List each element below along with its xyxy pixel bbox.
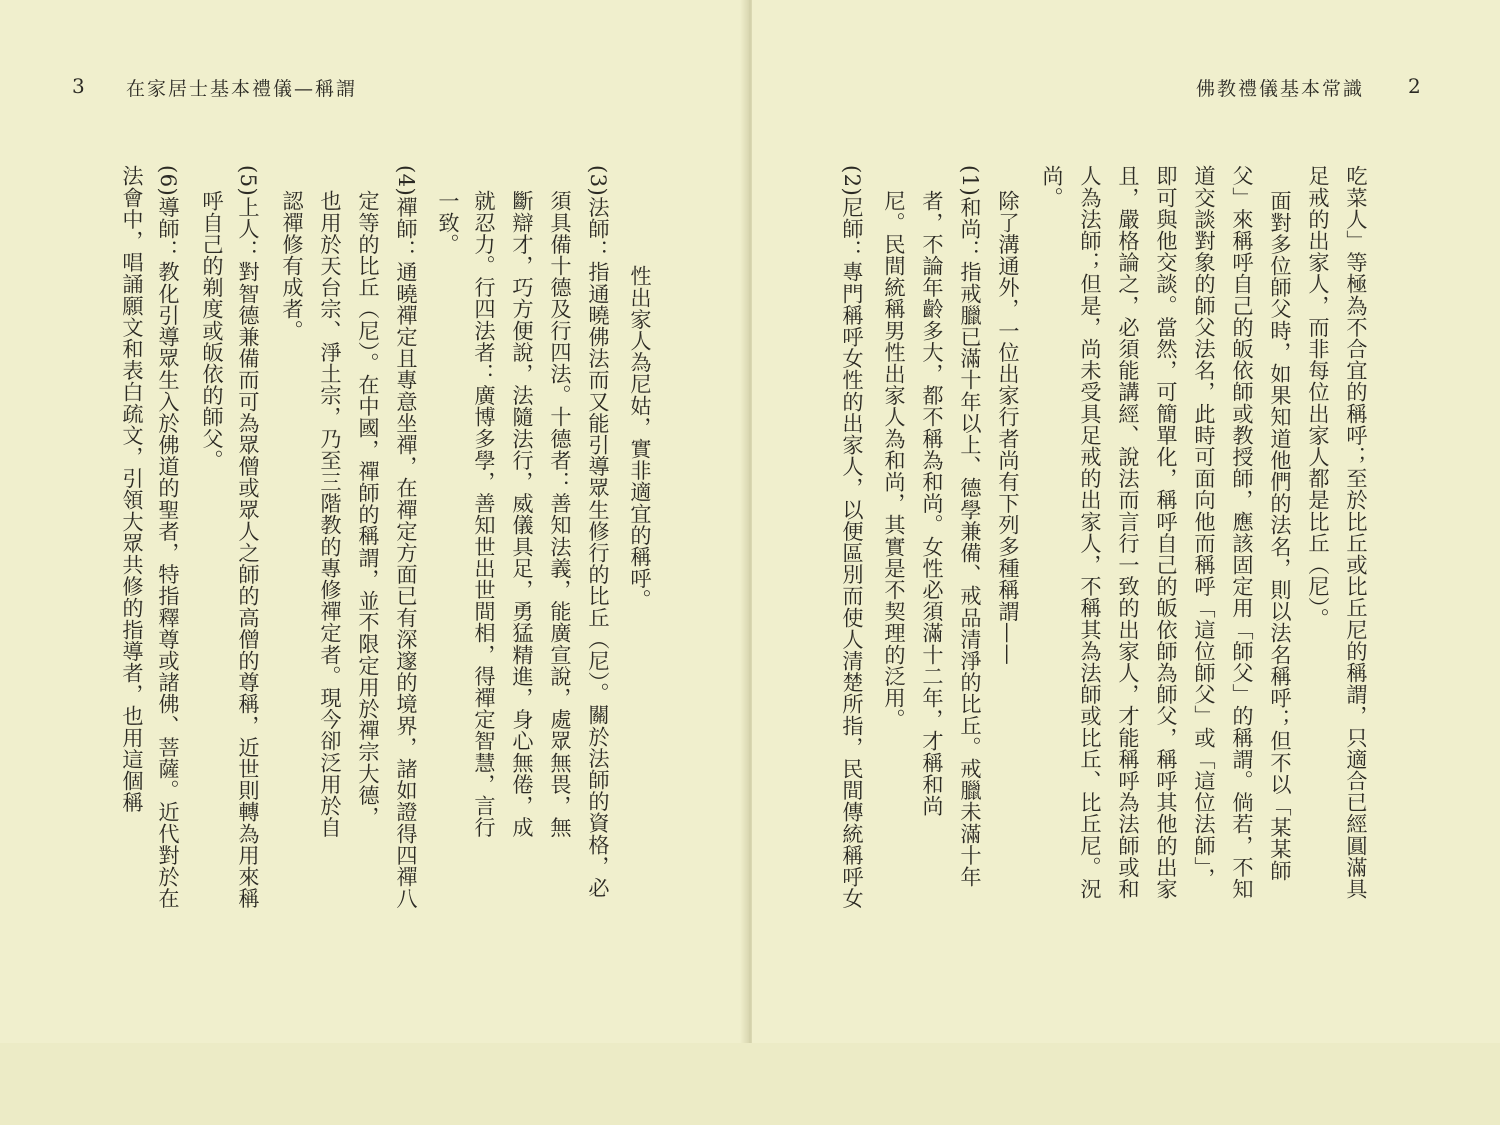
text-line: (6)導師：教化引導眾生入於佛道的聖者，特指釋尊或諸佛、菩薩。近代對於在: [156, 165, 181, 910]
text-line: 且，嚴格論之，必須能講經、說法而言行一致的出家人，才能稱呼為法師或和: [1116, 165, 1141, 900]
text-line: 除了溝通外，一位出家行者尚有下列多種稱謂——: [996, 190, 1021, 666]
text-line: 性出家人為尼姑，實非適宜的稱呼。: [628, 265, 653, 611]
right-page: [752, 0, 1500, 1043]
text-line: 就忍力。行四法者：廣博多學，善知世出世間相，得禪定智慧，言行: [472, 190, 497, 838]
text-line: 人為法師；但是，尚未受具足戒的出家人，不稱其為法師或比丘、比丘尼。況: [1078, 165, 1103, 900]
text-line: 須具備十德及行四法。十德者：善知法義，能廣宣說，處眾無畏，無: [548, 190, 573, 838]
text-line: 也用於天台宗、淨土宗，乃至三階教的專修禪定者。現今卻泛用於自: [318, 190, 343, 838]
text-line: (1)和尚：指戒臘已滿十年以上、德學兼備、戒品清淨的比丘。戒臘未滿十年: [958, 165, 983, 888]
text-line: 吃菜人」等極為不合宜的稱呼；至於比丘或比丘尼的稱謂，只適合已經圓滿具: [1344, 165, 1369, 900]
text-line: 定等的比丘（尼）。在中國，禪師的稱謂，並不限定用於禪宗大德，: [356, 190, 381, 828]
text-line: 呼自己的剃度或皈依的師父。: [200, 190, 225, 471]
text-line: (4)禪師：通曉禪定且專意坐禪，在禪定方面已有深邃的境界，諸如證得四禪八: [394, 165, 419, 910]
text-line: 尚。: [1040, 165, 1065, 209]
text-line: (2)尼師：專門稱呼女性的出家人，以便區別而使人清楚所指，民間傳統稱呼女: [840, 165, 865, 910]
text-line: 足戒的出家人，而非每位出家人都是比丘（尼）。: [1306, 165, 1331, 630]
text-line: (5)上人：對智德兼備而可為眾僧或眾人之師的高僧的尊稱，近世則轉為用來稱: [236, 165, 261, 910]
text-line: 面對多位師父時，如果知道他們的法名，則以法名稱呼；但不以「某某師: [1268, 190, 1293, 882]
page-number-left: 3: [72, 74, 85, 98]
text-line: 尼。民間統稱男性出家人為和尚，其實是不契理的泛用。: [882, 190, 907, 730]
text-line: (3)法師：指通曉佛法而又能引導眾生修行的比丘（尼）。關於法師的資格，必: [586, 165, 611, 899]
text-line: 父」來稱呼自己的皈依師或教授師，應該固定用「師父」的稱謂。倘若，不知: [1230, 165, 1255, 900]
text-line: 斷辯才，巧方便說，法隨法行，威儀具足，勇猛精進，身心無倦，成: [510, 190, 535, 838]
left-page: [0, 0, 748, 1043]
page-number-right: 2: [1408, 74, 1421, 98]
text-line: 道交談對象的師父法名，此時可面向他而稱呼「這位師父」或「這位法師」，: [1192, 165, 1217, 889]
running-title-right: 佛教禮儀基本常識: [1196, 78, 1365, 100]
text-line: 認禪修有成者。: [280, 190, 305, 342]
running-title-left: 在家居士基本禮儀—稱謂: [126, 78, 358, 100]
text-line: 法會中，唱誦願文和表白疏文，引領大眾共修的指導者，也用這個稱: [120, 165, 145, 813]
text-line: 者，不論年齡多大，都不稱為和尚。女性必須滿十二年，才稱和尚: [920, 190, 945, 817]
text-line: 一致。: [436, 190, 461, 255]
text-line: 即可與他交談。當然，可簡單化，稱呼自己的皈依師為師父，稱呼其他的出家: [1154, 165, 1179, 900]
